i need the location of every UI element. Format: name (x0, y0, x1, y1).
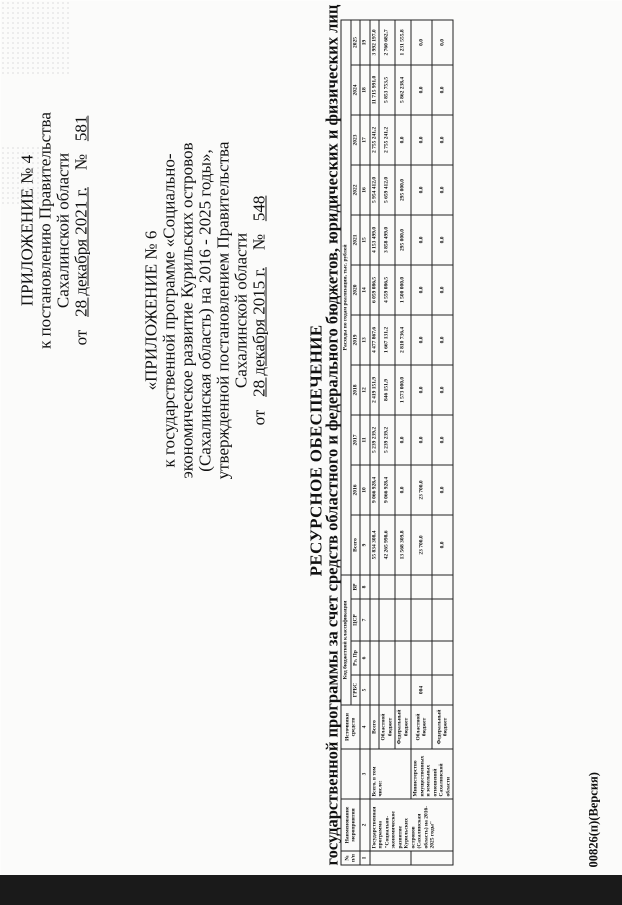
appendix4-line1: к постановлению Правительства (35, 111, 54, 349)
column-number: 3 (360, 749, 370, 799)
kbk-header: Рз, Пр (350, 641, 360, 675)
appendix4-from-label: от (71, 329, 90, 345)
appendix4-line2: Сахалинской области (53, 152, 72, 308)
value-cell: 0,0 (411, 114, 432, 164)
row-number (369, 851, 411, 865)
year-header: 2024 (350, 64, 360, 114)
table-column-numbers-row (360, 19, 370, 864)
table-header-row (341, 19, 351, 864)
value-cell: 0,0 (432, 464, 453, 514)
source-regional: Областной бюджет (379, 705, 395, 749)
value-cell: 2 419 151,9 (369, 364, 379, 414)
appendix6-date: 28 декабря 2015 г. (249, 266, 268, 397)
value-cell: 0,0 (411, 364, 432, 414)
value-cell: 0,0 (432, 114, 453, 164)
value-cell: 4 559 086,5 (379, 264, 395, 314)
resources-table (340, 19, 453, 865)
document-subtitle: государственной программы за счет средств областного и федерального бюджетов, юридических и физических лиц (322, 4, 341, 865)
appendix6-block (142, 40, 268, 580)
value-cell: 0,0 (395, 414, 411, 464)
column-number: 19 (360, 19, 370, 64)
value-cell: 0,0 (432, 314, 453, 364)
bottom-scan-edge (0, 875, 622, 905)
value-cell: 0,0 (432, 19, 453, 64)
appendix6-line1: к государственной программе «Социально- (159, 152, 178, 468)
header-source: Источники средств (341, 705, 360, 749)
value-cell: 295 000,0 (395, 214, 411, 264)
table-row-federal (395, 19, 411, 864)
value-cell: 295 000,0 (395, 164, 411, 214)
value-cell: 5 853 753,5 (379, 64, 395, 114)
program-sub: Всего, в том числе: (369, 749, 411, 799)
value-cell: 23 700,0 (411, 464, 432, 514)
appendix4-title: ПРИЛОЖЕНИЕ № 4 (17, 154, 36, 306)
appendix6-number: 548 (249, 195, 268, 221)
column-number: 1 (360, 851, 370, 865)
appendix6-title: «ПРИЛОЖЕНИЕ № 6 (141, 230, 160, 390)
year-header: 2022 (350, 164, 360, 214)
appendix6-line3: (Сахалинская область) на 2016 - 2025 годы», (195, 148, 214, 472)
source-federal: Федеральный бюджет (395, 705, 411, 749)
value-cell: 0,0 (411, 314, 432, 364)
table-row-ministry-federal (432, 19, 453, 864)
kbk-header: ЦСР (350, 599, 360, 641)
program-name: Государственная программа "Социально-экономическое развитие Курильских островов (Сахалинская область) на 2016-2025 годы" (369, 799, 453, 851)
value-cell: 0,0 (411, 414, 432, 464)
value-cell: 0,0 (395, 464, 411, 514)
column-number: 14 (360, 264, 370, 314)
value-cell: 5 954 412,0 (369, 164, 379, 214)
value-cell: 2 810 736,4 (395, 314, 411, 364)
ministry-name: Министерство имущественных и земельных отношений Сахалинской области (411, 749, 453, 799)
value-cell: 11 715 991,0 (369, 64, 379, 114)
table-row-total (369, 19, 379, 864)
value-cell: 1 231 555,8 (395, 19, 411, 64)
value-cell: 9 066 928,4 (369, 464, 379, 514)
column-number: 16 (360, 164, 370, 214)
column-number: 10 (360, 464, 370, 514)
source-total: Всего (369, 705, 379, 749)
value-cell: 1 667 131,2 (379, 314, 395, 364)
column-number: 5 (360, 675, 370, 705)
value-cell: 5 659 412,0 (379, 164, 395, 214)
value-cell: 9 066 928,4 (379, 464, 395, 514)
value-cell: 846 151,9 (379, 364, 395, 414)
value-cell: 0,0 (411, 164, 432, 214)
year-header: 2025 (350, 19, 360, 64)
column-number: 15 (360, 214, 370, 264)
column-number: 13 (360, 314, 370, 364)
value-cell: 6 059 086,5 (369, 264, 379, 314)
value-cell: 13 568 309,8 (395, 514, 411, 574)
year-header: 2018 (350, 364, 360, 414)
value-cell: 0,0 (432, 514, 453, 574)
value-cell: 55 834 308,4 (369, 514, 379, 574)
appendix6-number-label: № (249, 233, 268, 250)
table-row-regional (379, 19, 395, 864)
document-code: 00826(п)(Версия) (586, 771, 600, 867)
column-number: 2 (360, 799, 370, 851)
year-header: 2019 (350, 314, 360, 364)
appendix4-number-label: № (71, 153, 90, 170)
value-cell: 0,0 (411, 264, 432, 314)
document-title: РЕСУРСНОЕ ОБЕСПЕЧЕНИЕ (306, 324, 325, 576)
source-ministry-regional: Областной бюджет (411, 705, 432, 749)
value-cell: 0,0 (411, 214, 432, 264)
value-cell: 1 573 000,0 (395, 364, 411, 414)
column-number: 11 (360, 414, 370, 464)
value-cell: 0,0 (432, 414, 453, 464)
column-number: 8 (360, 574, 370, 598)
header-name: Наименование мероприятия (341, 799, 360, 851)
column-number: 6 (360, 641, 370, 675)
value-cell: 0,0 (432, 364, 453, 414)
appendix4-number: 581 (71, 115, 90, 141)
column-number: 18 (360, 64, 370, 114)
column-number: 17 (360, 114, 370, 164)
value-cell: 0,0 (432, 64, 453, 114)
value-cell: 1 500 000,0 (395, 264, 411, 314)
year-header: 2016 (350, 464, 360, 514)
value-cell: 0,0 (432, 264, 453, 314)
column-number: 12 (360, 364, 370, 414)
kbk-header: ГРБС (350, 675, 360, 705)
value-cell: 5 239 239,2 (379, 414, 395, 464)
year-header: Всего (350, 514, 360, 574)
value-cell: 5 239 239,2 (369, 414, 379, 464)
kbk-header: ВР (350, 574, 360, 598)
value-cell: 5 862 238,4 (395, 64, 411, 114)
table-row-ministry-regional (411, 19, 432, 864)
value-cell: 0,0 (395, 114, 411, 164)
value-cell: 0,0 (432, 164, 453, 214)
appendix6-line5: Сахалинской области (231, 232, 250, 388)
value-cell: 0,0 (411, 64, 432, 114)
header-num: № п/п (341, 851, 360, 865)
value-cell: 2 755 241,2 (369, 114, 379, 164)
value-cell: 3 858 499,0 (379, 214, 395, 264)
column-number: 7 (360, 599, 370, 641)
year-header: 2017 (350, 414, 360, 464)
appendix6-line4: утвержденной постановлением Правительства (213, 141, 232, 479)
value-cell: 0,0 (411, 19, 432, 64)
ministry-grbs: 004 (411, 675, 432, 705)
appendix6-from-label: от (249, 409, 268, 425)
header-kbk: Код бюджетной классификации (341, 574, 351, 704)
header-blank (341, 749, 360, 799)
value-cell: 23 700,0 (411, 514, 432, 574)
appendix6-date-row (250, 40, 268, 580)
appendix4-block (18, 40, 90, 420)
value-cell: 42 265 998,6 (379, 514, 395, 574)
value-cell: 2 755 241,2 (379, 114, 395, 164)
appendix4-date-row (72, 40, 90, 420)
value-cell: 2 760 682,7 (379, 19, 395, 64)
year-header: 2020 (350, 264, 360, 314)
appendix4-date: 28 декабря 2021 г. (71, 186, 90, 317)
appendix6-line2: экономическое развитие Курильских островов (177, 141, 196, 479)
header-expenses: Расходы по годам реализации, тыс. рублей (341, 19, 351, 574)
value-cell: 3 992 197,0 (369, 19, 379, 64)
column-number: 9 (360, 514, 370, 574)
value-cell: 4 153 499,0 (369, 214, 379, 264)
value-cell: 4 477 867,6 (369, 314, 379, 364)
year-header: 2021 (350, 214, 360, 264)
column-number: 4 (360, 705, 370, 749)
source-ministry-federal: Федеральный бюджет (432, 705, 453, 749)
year-header: 2023 (350, 114, 360, 164)
value-cell: 0,0 (432, 214, 453, 264)
